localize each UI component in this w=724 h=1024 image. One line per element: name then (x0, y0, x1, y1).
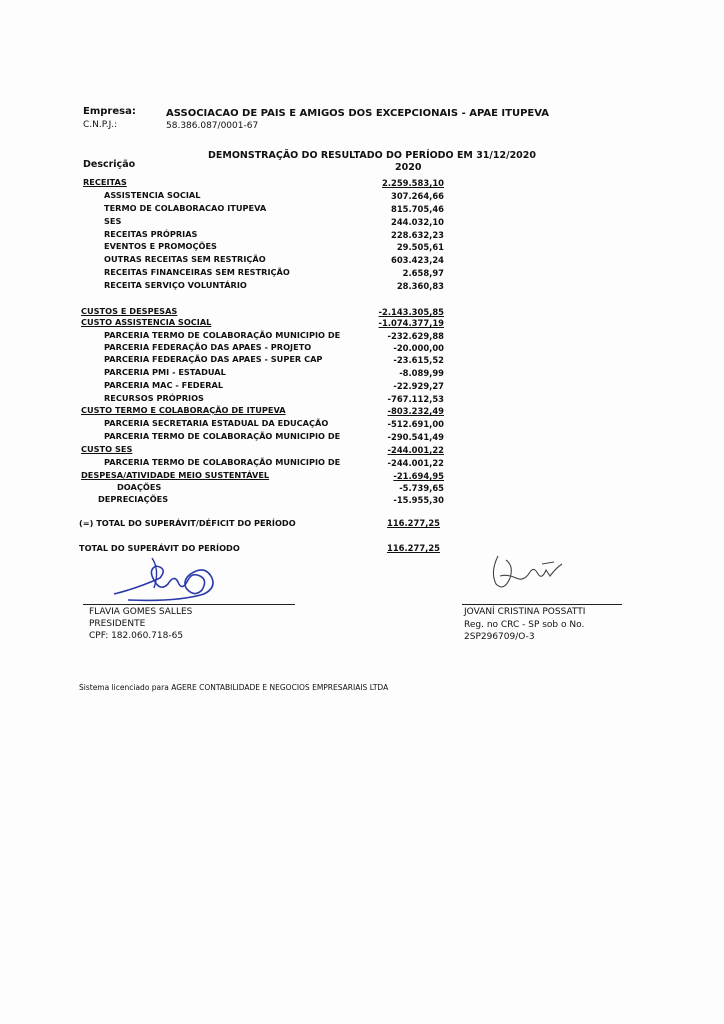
row-value: 815.705,46 (391, 204, 444, 214)
row-value: -1.074.377,19 (378, 318, 444, 328)
row-label: TERMO DE COLABORACAO ITUPEVA (104, 203, 267, 213)
row-value: -767.112,53 (387, 394, 444, 404)
row-value: -15.955,30 (393, 495, 444, 505)
row-label: SES (104, 216, 122, 226)
signatory-left-name: FLAVIA GOMES SALLES (89, 607, 193, 617)
row-label: RECEITAS PRÓPRIAS (104, 229, 198, 239)
empresa-label: Empresa: (83, 106, 136, 117)
row-value: 2.259.583,10 (382, 178, 444, 188)
row-value: -22.929,27 (393, 381, 444, 391)
row-label: RECEITA SERVIÇO VOLUNTÁRIO (104, 280, 247, 290)
row-value: -23.615,52 (393, 355, 444, 365)
footer-license-text: Sistema licenciado para AGERE CONTABILIDADE E NEGOCIOS EMPRESARIAIS LTDA (79, 683, 389, 692)
row-value: -232.629,88 (387, 331, 444, 341)
row-value: 603.423,24 (391, 255, 444, 265)
signatory-right-id: 2SP296709/O-3 (464, 632, 535, 642)
signatory-left-id: CPF: 182.060.718-65 (89, 631, 184, 641)
cnpj-value: 58.386.087/0001-67 (166, 121, 259, 131)
row-value: 228.632,23 (391, 230, 444, 240)
signature-line-right (462, 604, 622, 605)
row-value: 307.264,66 (391, 191, 444, 201)
row-label: PARCERIA TERMO DE COLABORAÇÃO MUNICIPIO DE (104, 330, 341, 340)
row-value: 28.360,83 (396, 281, 444, 291)
row-value: -244.001,22 (387, 458, 444, 468)
row-label: CUSTO ASSISTENCIA SOCIAL (81, 317, 212, 327)
row-label: PARCERIA SECRETARIA ESTADUAL DA EDUCAÇÃO (104, 418, 329, 428)
row-label: DESPESA/ATIVIDADE MEIO SUSTENTÁVEL (81, 470, 270, 480)
total-surplus-label: TOTAL DO SUPERÁVIT DO PERÍODO (79, 543, 240, 553)
report-title: DEMONSTRAÇÃO DO RESULTADO DO PERÍODO EM 31/12/2020 (208, 150, 537, 161)
row-label: CUSTOS E DESPESAS (81, 306, 178, 316)
surplus-deficit-value: 116.277,25 (387, 518, 440, 528)
row-value: -803.232,49 (387, 406, 444, 416)
signature-left-image (108, 548, 228, 608)
row-label: PARCERIA TERMO DE COLABORAÇÃO MUNICIPIO DE (104, 431, 341, 441)
row-label: RECEITAS (83, 177, 127, 187)
row-label: DEPRECIAÇÕES (98, 494, 169, 504)
row-label: CUSTO TERMO E COLABORAÇÃO DE ITUPEVA (81, 405, 286, 415)
row-value: 244.032,10 (391, 217, 444, 227)
column-header-description: Descrição (83, 159, 136, 170)
total-surplus-value: 116.277,25 (387, 543, 440, 553)
row-label: ASSISTENCIA SOCIAL (104, 190, 201, 200)
row-label: DOAÇÕES (117, 482, 162, 492)
signatory-right-name: JOVANÍ CRISTINA POSSATTI (464, 607, 586, 617)
row-value: 29.505,61 (396, 242, 444, 252)
row-value: -20.000,00 (393, 343, 444, 353)
row-label: RECEITAS FINANCEIRAS SEM RESTRIÇÃO (104, 267, 290, 277)
row-label: RECURSOS PRÓPRIOS (104, 393, 204, 403)
signatory-left-role: PRESIDENTE (89, 619, 146, 629)
column-header-year: 2020 (395, 162, 422, 173)
row-value: -2.143.305,85 (378, 307, 444, 317)
row-label: PARCERIA MAC - FEDERAL (104, 380, 224, 390)
row-value: -512.691,00 (387, 419, 444, 429)
row-value: -21.694,95 (393, 471, 444, 481)
row-label: EVENTOS E PROMOÇÕES (104, 241, 217, 251)
signatory-right-role: Reg. no CRC - SP sob o No. (464, 620, 585, 630)
row-label: PARCERIA FEDERAÇÃO DAS APAES - SUPER CAP (104, 354, 323, 364)
row-label: PARCERIA TERMO DE COLABORAÇÃO MUNICIPIO DE (104, 457, 341, 467)
row-label: OUTRAS RECEITAS SEM RESTRIÇÃO (104, 254, 266, 264)
surplus-deficit-label: (=) TOTAL DO SUPERÁVIT/DÉFICIT DO PERÍODO (79, 518, 296, 528)
row-value: -5.739,65 (399, 483, 444, 493)
row-label: PARCERIA FEDERAÇÃO DAS APAES - PROJETO (104, 342, 312, 352)
row-label: PARCERIA PMI - ESTADUAL (104, 367, 226, 377)
row-value: 2.658,97 (402, 268, 444, 278)
cnpj-label: C.N.P.J.: (83, 120, 118, 130)
row-value: -290.541,49 (387, 432, 444, 442)
signature-line-left (83, 604, 295, 605)
row-value: -244.001,22 (387, 445, 444, 455)
row-label: CUSTO SES (81, 444, 133, 454)
signature-right-image (484, 548, 574, 598)
empresa-name: ASSOCIACAO DE PAIS E AMIGOS DOS EXCEPCIONAIS - APAE ITUPEVA (166, 108, 550, 119)
row-value: -8.089,99 (399, 368, 444, 378)
